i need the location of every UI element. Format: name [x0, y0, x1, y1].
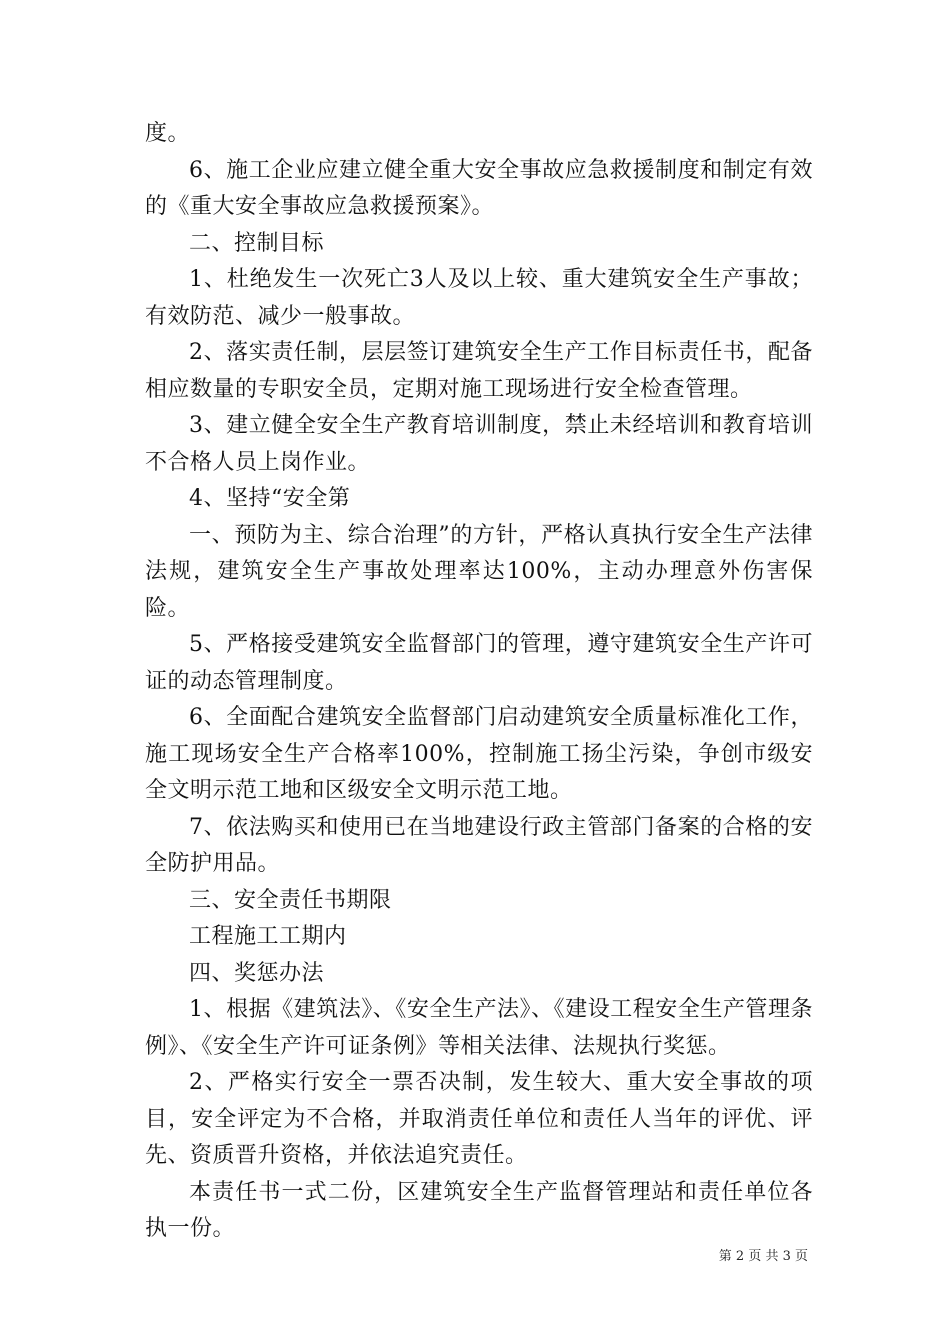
paragraph-12: 工程施工工期内: [189, 924, 347, 949]
paragraph-0: 度。: [145, 121, 191, 146]
section-heading-control-targets: 二、控制目标: [189, 230, 325, 256]
section-heading-rewards: 四、奖惩办法: [189, 960, 325, 986]
paragraph-14: 1、根据《建筑法》、《安全生产法》、《建设工程安全生产管理条例》、《安全生产许可证条例》等相关法律、法规执行奖惩。: [145, 997, 813, 1059]
section-heading-term: 三、安全责任书期限: [189, 887, 392, 913]
paragraph-6: 4、坚持“安全第: [189, 486, 351, 511]
document-body: [145, 116, 813, 1248]
paragraph-8: 5、严格接受建筑安全监督部门的管理，遵守建筑安全生产许可证的动态管理制度。: [145, 632, 813, 694]
paragraph-4: 2、落实责任制，层层签订建筑安全生产工作目标责任书，配备相应数量的专职安全员，定期对施工现场进行安全检查管理。: [145, 340, 813, 402]
paragraph-7: 一、预防为主、综合治理”的方针，严格认真执行安全生产法律法规，建筑安全生产事故处理率达100%，主动办理意外伤害保险。: [145, 522, 813, 621]
paragraph-16: 本责任书一式二份，区建筑安全生产监督管理站和责任单位各执一份。: [145, 1179, 813, 1241]
paragraph-15: 2、严格实行安全一票否决制，发生较大、重大安全事故的项目，安全评定为不合格，并取消责任单位和责任人当年的评优、评先、资质晋升资格，并依法追究责任。: [145, 1070, 813, 1168]
paragraph-9: 6、全面配合建筑安全监督部门启动建筑安全质量标准化工作，施工现场安全生产合格率100%，控制施工扬尘污染，争创市级安全文明示范工地和区级安全文明示范工地。: [145, 705, 813, 803]
paragraph-5: 3、建立健全安全生产教育培训制度，禁止未经培训和教育培训不合格人员上岗作业。: [145, 413, 813, 475]
paragraph-1: 6、施工企业应建立健全重大安全事故应急救援制度和制定有效的《重大安全事故应急救援预案》。: [145, 157, 813, 219]
paragraph-3: 1、杜绝发生一次死亡3人及以上较、重大建筑安全生产事故；有效防范、减少一般事故。: [145, 267, 813, 329]
paragraph-10: 7、依法购买和使用已在当地建设行政主管部门备案的合格的安全防护用品。: [145, 814, 813, 876]
page-number: 第 2 页 共 3 页: [718, 1249, 808, 1264]
